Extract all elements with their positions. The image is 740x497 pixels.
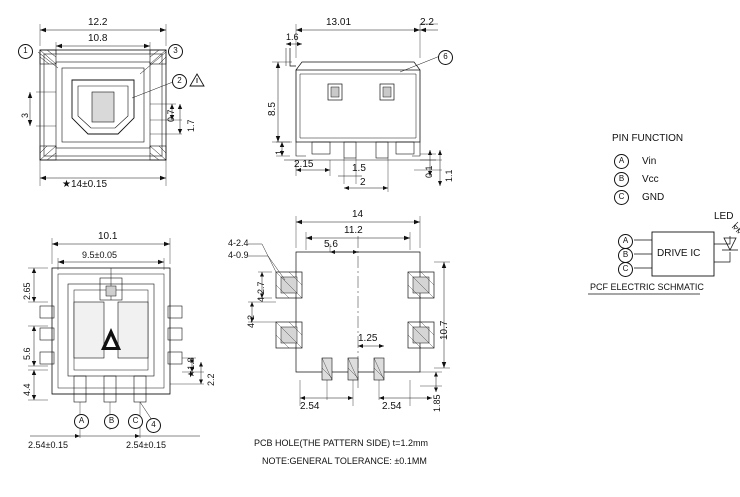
- dim-side-pad-b: 1.5: [352, 163, 366, 174]
- pcb-hole-caption: PCB HOLE(THE PATTERN SIDE) t=1.2mm: [254, 438, 428, 448]
- balloon-1: 1: [18, 44, 33, 59]
- dim-side-length: 13.01: [326, 17, 352, 28]
- pin-function-title: PIN FUNCTION: [612, 133, 684, 144]
- dim-pcb-height-right: 10.7: [439, 320, 450, 340]
- dim-side-tail: 2.2: [420, 17, 434, 28]
- pin-function-row-0-name: Vin: [642, 156, 657, 167]
- pin-balloon-b-bottom: B: [104, 414, 119, 429]
- dim-bottom-tab-b: 2.2: [206, 373, 216, 386]
- dim-pcb-hole-b: 4-0.9: [228, 250, 249, 260]
- dim-bottom-width-tol: 9.5±0.05: [82, 250, 117, 260]
- dim-side-edge-a: 0.1: [424, 165, 434, 178]
- dim-side-edge-b: 1.1: [444, 169, 454, 182]
- warning-triangle-icon: [190, 74, 204, 86]
- dim-side-height: 8.5: [267, 102, 278, 116]
- dim-pcb-inner-w: 11.2: [344, 225, 363, 236]
- pin-function-row-1-pin: B: [614, 172, 629, 187]
- dim-pcb-hole-c: 4-2.7: [256, 281, 266, 302]
- dim-bottom-h-bot: 4.4: [22, 383, 32, 396]
- dim-pcb-gap: 1.25: [358, 333, 378, 344]
- schematic-ic-label: DRIVE IC: [657, 248, 701, 259]
- dim-front-height-right-b: 1.7: [186, 119, 196, 132]
- balloon-2: 2: [172, 74, 187, 89]
- dim-front-height-left: 3: [20, 112, 30, 118]
- dim-pcb-hole-d: 4-2: [246, 314, 256, 328]
- pin-balloon-c-bottom: C: [128, 414, 143, 429]
- dim-bottom-h-top: 2.65: [22, 282, 32, 300]
- dim-pcb-pitch-right: 2.54: [382, 401, 402, 412]
- dim-front-width-outer: 12.2: [88, 17, 108, 28]
- balloon-3: 3: [168, 44, 183, 59]
- pin-function-row-2-name: GND: [642, 192, 665, 203]
- dim-pcb-overall-w: 14: [352, 209, 364, 220]
- schematic-pin-a: A: [618, 234, 633, 249]
- dim-side-base: 1: [274, 149, 284, 155]
- dim-pcb-bottom: 1.85: [432, 394, 442, 412]
- pin-function-row-1-name: Vcc: [642, 174, 659, 185]
- dim-front-pitch: ★14±0.15: [62, 179, 108, 190]
- schematic-pin-c: C: [618, 262, 633, 277]
- dim-side-pad-a: 2.15: [294, 159, 314, 170]
- dim-bottom-tab-a: ★1.8: [186, 357, 196, 378]
- pin-balloon-a-bottom: A: [74, 414, 89, 429]
- schematic-pin-b: B: [618, 248, 633, 263]
- pin-function-row-2-pin: C: [614, 190, 629, 205]
- dim-bottom-pitch-right: 2.54±0.15: [126, 440, 166, 450]
- balloon-4: 4: [146, 418, 161, 433]
- schematic-led-label: LED: [714, 211, 734, 222]
- dim-pcb-hole-a: 4-2.4: [228, 238, 249, 248]
- dim-side-lead: 1.6: [286, 32, 299, 42]
- dim-pcb-pitch-left: 2.54: [300, 401, 320, 412]
- dim-bottom-h-mid: 5.6: [22, 347, 32, 360]
- dim-bottom-pitch-left: 2.54±0.15: [28, 440, 68, 450]
- dim-pcb-center-w: 5.6: [324, 239, 338, 250]
- balloon-6: 6: [438, 50, 453, 65]
- schematic-caption: PCF ELECTRIC SCHMATIC: [590, 282, 704, 292]
- pin-function-row-0-pin: A: [614, 154, 629, 169]
- dim-front-width-inner: 10.8: [88, 33, 108, 44]
- dim-front-height-right-a: 0.7: [166, 109, 176, 122]
- dim-side-pad-c: 2: [360, 177, 366, 188]
- dim-bottom-width: 10.1: [98, 231, 118, 242]
- general-tolerance-note: NOTE:GENERAL TOLERANCE: ±0.1MM: [262, 456, 427, 466]
